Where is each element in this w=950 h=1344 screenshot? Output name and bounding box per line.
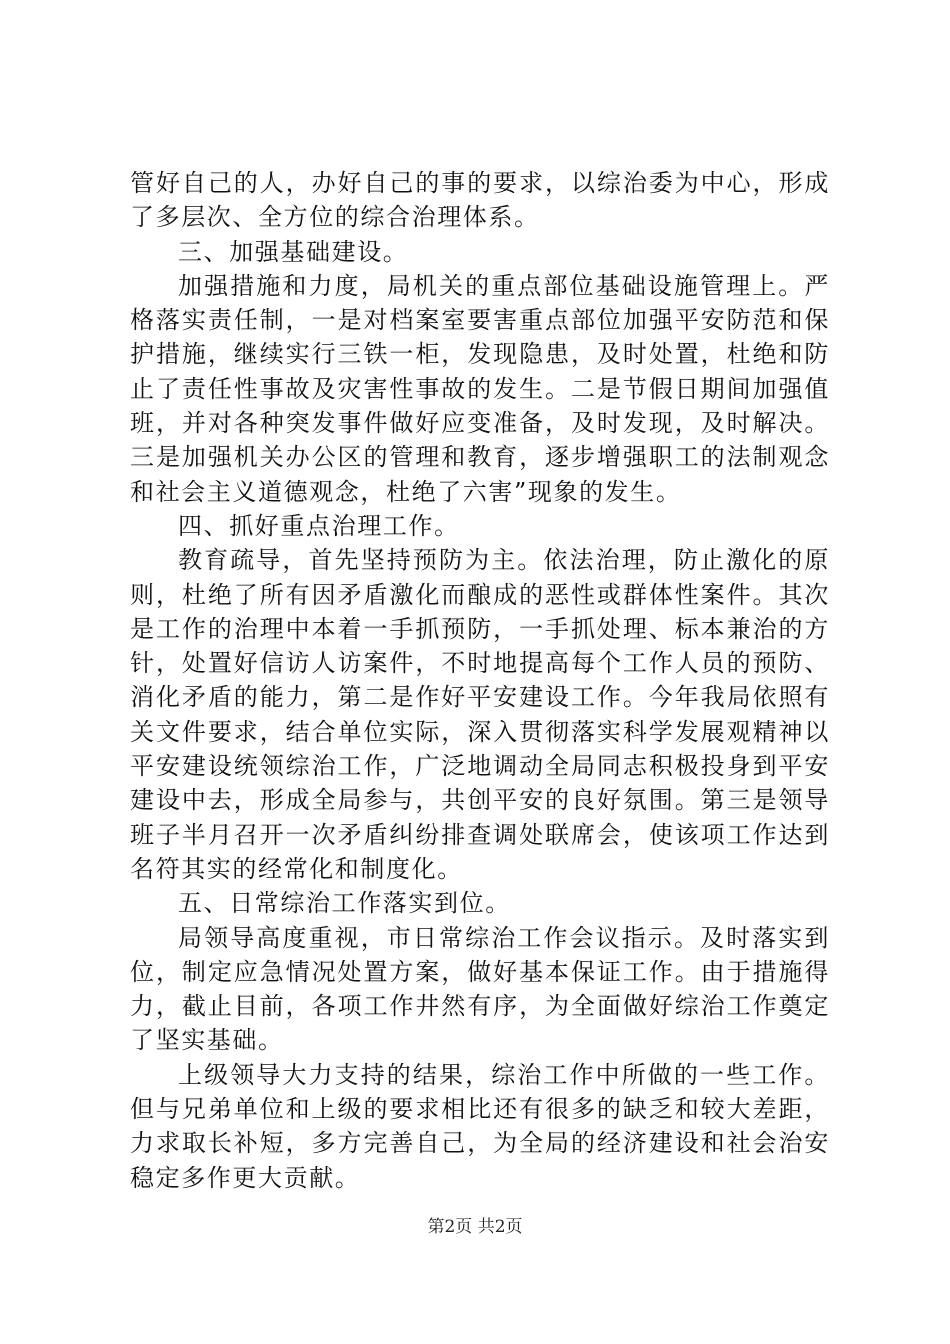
section-heading-4: 四、抓好重点治理工作。	[178, 511, 460, 540]
paragraph-conclusion: 上级领导大力支持的结果，综治工作中所做的一些工作。但与兄弟单位和上级的要求相比还有很多的缺乏和较大差距，力求取长补短，多方完善自己，为全局的经济建设和社会治安稳定多作更大贡献。	[130, 1060, 830, 1192]
page-number-footer: 第2页 共2页	[427, 1217, 523, 1237]
paragraph-key-governance: 教育疏导，首先坚持预防为主。依法治理，防止激化的原则，杜绝了所有因矛盾激化而酿成的恶性或群体性案件。其次是工作的治理中本着一手抓预防，一手抓处理、标本兼治的方针，处置好信访人访案件，不时地提高每个工作人员的预防、消化矛盾的能力，第二是作好平安建设工作。今年我局依照有关文件要求，结合单位实际，深入贯彻落实科学发展观精神以平安建设统领综治工作，广泛地调动全局同志积极投身到平安建设中去，形成全局参与，共创平安的良好氛围。第三是领导班子半月召开一次矛盾纠纷排查调处联席会，使该项工作达到名符其实的经常化和制度化。	[130, 546, 830, 883]
section-heading-3: 三、加强基础建设。	[178, 237, 409, 266]
paragraph-intro: 管好自己的人，办好自己的事的要求，以综治委为中心，形成了多层次、全方位的综合治理体系。	[130, 169, 830, 232]
paragraph-daily-work: 局领导高度重视，市日常综治工作会议指示。及时落实到位，制定应急情况处置方案，做好基本保证工作。由于措施得力，截止目前，各项工作井然有序，为全面做好综治工作奠定了坚实基础。	[130, 923, 830, 1055]
document-body	[130, 166, 830, 1195]
paragraph-infrastructure: 加强措施和力度，局机关的重点部位基础设施管理上。严格落实责任制，一是对档案室要害重点部位加强平安防范和保护措施，继续实行三铁一柜，发现隐患，及时处置，杜绝和防止了责任性事故及灾害性事故的发生。二是节假日期间加强值班，并对各种突发事件做好应变准备，及时发现，及时解决。三是加强机关办公区的管理和教育，逐步增强职工的法制观念和社会主义道德观念，杜绝了六害”现象的发生。	[130, 271, 830, 506]
section-heading-5: 五、日常综治工作落实到位。	[178, 889, 511, 918]
